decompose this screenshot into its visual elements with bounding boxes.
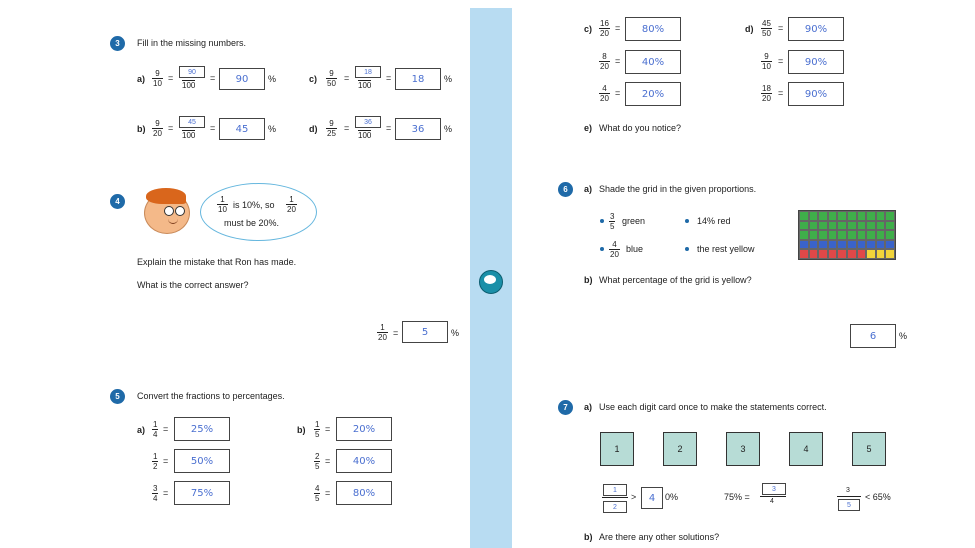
q5c-answer-box[interactable]: 40% xyxy=(625,50,681,74)
q5b-answer-box[interactable]: 80% xyxy=(336,481,392,505)
page-divider xyxy=(470,8,512,548)
equals-sign: = xyxy=(615,23,621,33)
grid-cell[interactable] xyxy=(866,240,876,250)
question-number-5: 5 xyxy=(110,389,125,404)
grid-cell[interactable] xyxy=(818,211,828,221)
q6a-text: Shade the grid in the given proportions. xyxy=(599,184,757,194)
q5a-label: a) xyxy=(137,425,146,435)
equals-sign: = xyxy=(344,123,350,133)
grid-cell[interactable] xyxy=(866,249,876,259)
bullet-icon xyxy=(600,247,604,251)
q4-answer-box[interactable]: 5 xyxy=(402,321,448,343)
q3d-label: d) xyxy=(309,124,318,134)
q5d-answer-box[interactable]: 90% xyxy=(788,17,844,41)
s1-suffix: 0% xyxy=(665,492,679,502)
q3c-label: c) xyxy=(309,74,318,84)
fraction-bar xyxy=(602,497,628,498)
q3b-denominator: 100 xyxy=(182,131,196,140)
grid-cell[interactable] xyxy=(818,221,828,231)
q6b-answer-box[interactable]: 6 xyxy=(850,324,896,348)
percent-sign: % xyxy=(268,124,277,134)
grid-cell[interactable] xyxy=(885,211,895,221)
q3c-box-numerator[interactable]: 18 xyxy=(355,66,381,78)
equals-sign: = xyxy=(210,123,216,133)
question-number-4: 4 xyxy=(110,194,125,209)
s1-denominator-box[interactable]: 2 xyxy=(603,501,627,513)
equals-sign: = xyxy=(163,456,169,466)
equals-sign: = xyxy=(325,424,331,434)
fraction-bar xyxy=(837,496,861,497)
grid-cell[interactable] xyxy=(876,240,886,250)
equals-sign: = xyxy=(344,73,350,83)
grid-cell[interactable] xyxy=(866,230,876,240)
grid-cell[interactable] xyxy=(828,249,838,259)
q3a-fraction: $\frac{9}{10}$ xyxy=(153,69,162,88)
q3c-denominator: 100 xyxy=(358,81,372,90)
grid-cell[interactable] xyxy=(799,211,809,221)
red-label: 14% red xyxy=(697,216,731,226)
grid-cell[interactable] xyxy=(876,249,886,259)
bubble-fraction-2: $\frac{1}{20}$ xyxy=(287,195,296,214)
q5b-fraction: $\frac{4}{5}$ xyxy=(315,484,320,503)
grid-cell[interactable] xyxy=(876,221,886,231)
question-number-6: 6 xyxy=(558,182,573,197)
percent-sign: % xyxy=(899,331,908,341)
q6a-label: a) xyxy=(584,184,593,194)
q5c-fraction: $\frac{4}{20}$ xyxy=(600,84,609,103)
speech-bubble-icon[interactable] xyxy=(479,270,503,294)
q5d-answer-box[interactable]: 90% xyxy=(788,50,844,74)
q5a-fraction: $\frac{1}{2}$ xyxy=(153,452,158,471)
bubble-text-2: must be 20%. xyxy=(224,218,280,228)
bullet-icon xyxy=(685,247,689,251)
grid-cell[interactable] xyxy=(866,211,876,221)
q3a-label: a) xyxy=(137,74,146,84)
grid-cell[interactable] xyxy=(799,230,809,240)
grid-cell[interactable] xyxy=(857,240,867,250)
q5e-text: What do you notice? xyxy=(599,123,682,133)
grid-cell[interactable] xyxy=(809,211,819,221)
q5b-fraction: $\frac{2}{5}$ xyxy=(315,452,320,471)
q5a-fraction: $\frac{3}{4}$ xyxy=(153,484,158,503)
q3d-box-numerator[interactable]: 36 xyxy=(355,116,381,128)
bubble-fraction-1: $\frac{1}{10}$ xyxy=(218,195,227,214)
q5a-fraction: $\frac{1}{4}$ xyxy=(153,420,158,439)
grid-cell[interactable] xyxy=(885,230,895,240)
blue-label: blue xyxy=(626,244,644,254)
grid-cell[interactable] xyxy=(818,230,828,240)
q6b-label: b) xyxy=(584,275,593,285)
q7a-text: Use each digit card once to make the statements correct. xyxy=(599,402,827,412)
grid-cell[interactable] xyxy=(885,221,895,231)
q3b-answer-box[interactable]: 45 xyxy=(219,118,265,140)
grid-cell[interactable] xyxy=(847,221,857,231)
grid-cell[interactable] xyxy=(818,240,828,250)
grid-cell[interactable] xyxy=(809,240,819,250)
shading-grid[interactable] xyxy=(798,210,896,260)
q4-explain: Explain the mistake that Ron has made. xyxy=(137,257,297,267)
ron-eye-icon xyxy=(175,206,185,216)
grid-cell[interactable] xyxy=(828,230,838,240)
grid-cell[interactable] xyxy=(847,211,857,221)
equals-sign: = xyxy=(168,73,174,83)
q3d-fraction: $\frac{9}{25}$ xyxy=(327,119,336,138)
ron-eye-icon xyxy=(164,206,174,216)
q5c-fraction: $\frac{8}{20}$ xyxy=(600,52,609,71)
bullet-icon xyxy=(685,219,689,223)
ron-hair xyxy=(146,188,186,204)
q3a-answer-box[interactable]: 90 xyxy=(219,68,265,90)
equals-sign: = xyxy=(163,424,169,434)
q4-fraction: $\frac{1}{20}$ xyxy=(378,323,387,342)
green-fraction: $\frac{3}{5}$ xyxy=(610,212,615,231)
left-page xyxy=(0,0,470,548)
q7a-label: a) xyxy=(584,402,593,412)
s3-denominator-box[interactable]: 5 xyxy=(838,499,860,511)
equals-sign: = xyxy=(615,88,621,98)
equals-sign: = xyxy=(393,328,399,338)
s1-numerator-box[interactable]: 1 xyxy=(603,484,627,496)
grid-cell[interactable] xyxy=(876,230,886,240)
q5b-answer-box[interactable]: 40% xyxy=(336,449,392,473)
percent-sign: % xyxy=(451,328,460,338)
s2-denominator: 4 xyxy=(770,498,774,505)
grid-cell[interactable] xyxy=(847,240,857,250)
grid-cell[interactable] xyxy=(837,221,847,231)
grid-cell[interactable] xyxy=(866,221,876,231)
equals-sign: = xyxy=(778,56,784,66)
q3b-fraction: $\frac{9}{20}$ xyxy=(153,119,162,138)
equals-sign: = xyxy=(168,123,174,133)
q5d-label: d) xyxy=(745,24,754,34)
question-number-7: 7 xyxy=(558,400,573,415)
q3d-answer-box[interactable]: 36 xyxy=(395,118,441,140)
equals-sign: = xyxy=(615,56,621,66)
greater-than-sign: > xyxy=(631,492,637,502)
grid-cell[interactable] xyxy=(809,221,819,231)
q5d-fraction: $\frac{18}{20}$ xyxy=(762,84,771,103)
fraction-bar xyxy=(760,496,786,497)
q5a-answer-box[interactable]: 75% xyxy=(174,481,230,505)
green-label: green xyxy=(622,216,646,226)
equals-sign: = xyxy=(386,73,392,83)
q5b-label: b) xyxy=(297,425,306,435)
equals-sign: = xyxy=(325,488,331,498)
q3b-box-numerator[interactable]: 45 xyxy=(179,116,205,128)
grid-cell[interactable] xyxy=(857,249,867,259)
grid-cell[interactable] xyxy=(818,249,828,259)
grid-cell[interactable] xyxy=(837,230,847,240)
q5c-answer-box[interactable]: 80% xyxy=(625,17,681,41)
q3c-fraction: $\frac{9}{50}$ xyxy=(327,69,336,88)
q4-question: What is the correct answer? xyxy=(137,280,249,290)
q5a-answer-box[interactable]: 50% xyxy=(174,449,230,473)
grid-cell[interactable] xyxy=(885,249,895,259)
s2-prefix: 75% = xyxy=(724,492,750,502)
grid-cell[interactable] xyxy=(809,249,819,259)
blue-fraction: $\frac{4}{20}$ xyxy=(610,240,619,259)
digit-card-4[interactable]: 4 xyxy=(789,432,823,466)
q5c-fraction: $\frac{16}{20}$ xyxy=(600,19,609,38)
q3-instruction: Fill in the missing numbers. xyxy=(137,38,247,48)
q5c-answer-box[interactable]: 20% xyxy=(625,82,681,106)
grid-cell[interactable] xyxy=(809,230,819,240)
q3c-answer-box[interactable]: 18 xyxy=(395,68,441,90)
digit-card-2[interactable]: 2 xyxy=(663,432,697,466)
q5b-answer-box[interactable]: 20% xyxy=(336,417,392,441)
q6b-text: What percentage of the grid is yellow? xyxy=(599,275,752,285)
equals-sign: = xyxy=(210,73,216,83)
percent-sign: % xyxy=(444,74,453,84)
grid-cell[interactable] xyxy=(857,230,867,240)
grid-cell[interactable] xyxy=(876,211,886,221)
equals-sign: = xyxy=(778,23,784,33)
s1-digit-box[interactable]: 4 xyxy=(641,487,663,509)
ron-character xyxy=(140,186,192,236)
q5b-fraction: $\frac{1}{5}$ xyxy=(315,420,320,439)
grid-cell[interactable] xyxy=(828,240,838,250)
q3a-box-numerator[interactable]: 90 xyxy=(179,66,205,78)
yellow-label: the rest yellow xyxy=(697,244,755,254)
q5-instruction: Convert the fractions to percentages. xyxy=(137,391,285,401)
grid-cell[interactable] xyxy=(837,249,847,259)
equals-sign: = xyxy=(163,488,169,498)
q5d-fraction: $\frac{45}{50}$ xyxy=(762,19,771,38)
grid-cell[interactable] xyxy=(885,240,895,250)
q3b-label: b) xyxy=(137,124,146,134)
grid-cell[interactable] xyxy=(837,211,847,221)
q5c-label: c) xyxy=(584,24,593,34)
q5e-label: e) xyxy=(584,123,593,133)
s2-numerator-box[interactable]: 3 xyxy=(762,483,786,495)
digit-card-5[interactable]: 5 xyxy=(852,432,886,466)
q5d-answer-box[interactable]: 90% xyxy=(788,82,844,106)
grid-cell[interactable] xyxy=(799,249,809,259)
q3d-denominator: 100 xyxy=(358,131,372,140)
equals-sign: = xyxy=(778,88,784,98)
grid-cell[interactable] xyxy=(828,211,838,221)
q5d-fraction: $\frac{9}{10}$ xyxy=(762,52,771,71)
grid-cell[interactable] xyxy=(847,230,857,240)
grid-cell[interactable] xyxy=(847,249,857,259)
grid-cell[interactable] xyxy=(857,211,867,221)
grid-cell[interactable] xyxy=(828,221,838,231)
grid-cell[interactable] xyxy=(837,240,847,250)
grid-cell[interactable] xyxy=(799,240,809,250)
q5a-answer-box[interactable]: 25% xyxy=(174,417,230,441)
grid-cell[interactable] xyxy=(857,221,867,231)
percent-sign: % xyxy=(444,124,453,134)
grid-cell[interactable] xyxy=(799,221,809,231)
q7b-text: Are there any other solutions? xyxy=(599,532,720,542)
q7b-label: b) xyxy=(584,532,593,542)
equals-sign: = xyxy=(325,456,331,466)
s3-numerator: 3 xyxy=(846,487,850,494)
q3a-denominator: 100 xyxy=(182,81,196,90)
question-number-3: 3 xyxy=(110,36,125,51)
s3-suffix: < 65% xyxy=(865,492,891,502)
digit-card-1[interactable]: 1 xyxy=(600,432,634,466)
bullet-icon xyxy=(600,219,604,223)
percent-sign: % xyxy=(268,74,277,84)
bubble-text-1: is 10%, so xyxy=(233,200,275,210)
equals-sign: = xyxy=(386,123,392,133)
digit-card-3[interactable]: 3 xyxy=(726,432,760,466)
right-page xyxy=(512,0,975,548)
